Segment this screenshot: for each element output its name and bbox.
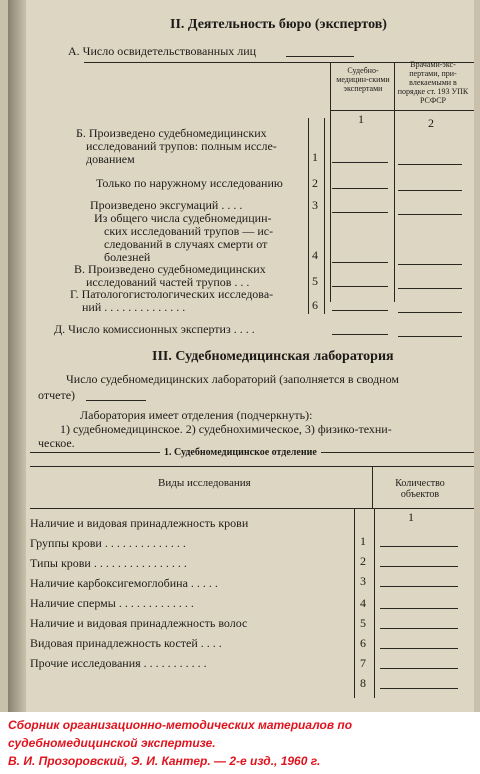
cell-3-2 <box>398 214 462 215</box>
disease-deaths-line-1: Из общего числа судебномедицин- <box>94 211 272 225</box>
departments-line-1: 1) судебномедицинское. 2) судебнохимическое, 3) физико-техни- <box>60 422 392 436</box>
cell-1-1 <box>332 162 388 163</box>
lab-count-blank <box>86 400 146 401</box>
row-num-6: 6 <box>312 298 318 312</box>
lab-cell-4 <box>380 608 458 609</box>
cell-3-1 <box>332 212 388 213</box>
lab-row-3-label: Типы крови . . . . . . . . . . . . . . . . <box>30 556 187 570</box>
disease-deaths-line-4: болезней <box>104 250 151 264</box>
lab-cell-6 <box>380 648 458 649</box>
lab-cell-3 <box>380 586 458 587</box>
lab-row-4-label: Наличие карбоксигемоглобина . . . . . <box>30 576 218 590</box>
cell-4-2 <box>398 264 462 265</box>
lab-row-num-4: 4 <box>360 596 366 610</box>
book-spine-shadow <box>8 0 26 712</box>
lab-row-num-8: 8 <box>360 676 366 690</box>
cell-2-2 <box>398 190 462 191</box>
departments-intro: Лаборатория имеет отделения (подчеркнуть): <box>80 408 313 422</box>
source-caption <box>0 712 480 774</box>
lab-count-line-2: отчете) <box>38 388 76 402</box>
row-num-3: 3 <box>312 198 318 212</box>
lab-row-num-3: 3 <box>360 574 366 588</box>
scanned-page <box>8 0 474 712</box>
item-g-line-1: Г. Патологогистологических исследова- <box>70 287 274 301</box>
cell-6-2 <box>398 312 462 313</box>
lab-row-num-1: 1 <box>360 534 366 548</box>
col-invited-experts-head: Врачами-экс-пертами, при-влекаемыми в порядке ст. 193 УПК РСФСР <box>397 60 469 105</box>
caption-line-1: Сборник организационно-методических материалов по <box>8 718 353 732</box>
caption-line-3: В. И. Прозоровский, Э. И. Кантер. — 2-е изд., 1960 г. <box>8 754 321 768</box>
outer-exam-label: Только по наружному исследованию <box>96 176 283 190</box>
item-v-line-2: исследований частей трупов . . . <box>86 275 250 289</box>
row-num-2: 2 <box>312 176 318 190</box>
lab-row-1-label: Наличие и видовая принадлежность крови <box>30 516 249 530</box>
col-study-types: Виды исследования <box>158 477 251 489</box>
cell-4-1 <box>332 262 388 263</box>
departments-line-2: ческое. <box>38 436 75 450</box>
row-num-5: 5 <box>312 274 318 288</box>
cell-5-2 <box>398 288 462 289</box>
row-num-1: 1 <box>312 150 318 164</box>
cell-1-2 <box>398 164 462 165</box>
section-2-title: II. Деятельность бюро (экспертов) <box>170 17 387 32</box>
item-b-line-3: дованием <box>86 152 135 166</box>
lab-row-num-5: 5 <box>360 616 366 630</box>
section-3-title: III. Судебномедицинская лаборатория <box>152 349 394 364</box>
col-object-count: Количество объектов <box>395 478 445 500</box>
item-b-line-1: Б. Произведено судебномедицинских <box>76 126 267 140</box>
lab-cell-8 <box>380 688 458 689</box>
head-bottom-rule <box>330 110 474 111</box>
lab-num-divider-1 <box>354 508 355 698</box>
disease-deaths-line-3: следований в случаях смерти от <box>104 237 268 251</box>
lab-row-5-label: Наличие спермы . . . . . . . . . . . . . <box>30 596 194 610</box>
row-number-divider <box>308 118 309 314</box>
row-number-divider-2 <box>324 118 325 314</box>
lab-row-6-label: Наличие и видовая принадлежность волос <box>30 616 248 630</box>
lab-col-divider <box>372 466 373 508</box>
col2-number: 2 <box>428 116 434 130</box>
lab-row-7-label: Видовая принадлежность костей . . . . <box>30 636 222 650</box>
item-d-cell-2 <box>398 336 462 337</box>
lab-cell-7 <box>380 668 458 669</box>
lab-table-head-rule <box>30 466 474 467</box>
lab-row-num-2: 2 <box>360 554 366 568</box>
lab-row-8-label: Прочие исследования . . . . . . . . . . . <box>30 656 207 670</box>
lab-row-2-label: Группы крови . . . . . . . . . . . . . . <box>30 536 186 550</box>
col-divider-1 <box>330 62 331 302</box>
item-b-line-2: исследований трупов: полным иссле- <box>86 139 277 153</box>
lab-cell-5 <box>380 628 458 629</box>
item-d-label: Д. Число комиссионных экспертиз . . . . <box>54 322 255 336</box>
item-a-label: А. Число освидетельствованных лиц <box>68 44 257 58</box>
col-divider-2 <box>394 62 395 302</box>
item-d-cell-1 <box>332 334 388 335</box>
lab-cell-2 <box>380 566 458 567</box>
item-a-blank <box>286 56 354 57</box>
col-object-count-number: 1 <box>408 510 414 524</box>
lab-cell-1 <box>380 546 458 547</box>
lab-num-divider-2 <box>374 508 375 698</box>
item-v-line-1: В. Произведено судебномедицинских <box>74 262 266 276</box>
cell-5-1 <box>332 286 388 287</box>
subsection-title: 1. Судебномедицинское отделение <box>160 446 321 460</box>
caption-line-2: судебномедицинской экспертизе. <box>8 736 216 750</box>
col1-number: 1 <box>358 112 364 126</box>
cell-2-1 <box>332 188 388 189</box>
exhumation-label: Произведено эксгумаций . . . . <box>90 198 243 212</box>
col-forensic-experts-head: Судебно-медицин-скими экспертами <box>336 66 390 93</box>
cell-6-1 <box>332 310 388 311</box>
item-g-line-2: ний . . . . . . . . . . . . . . <box>82 300 186 314</box>
disease-deaths-line-2: ских исследований трупов — ис- <box>104 224 274 238</box>
lab-table-head-bottom-rule <box>30 508 474 509</box>
lab-row-num-7: 7 <box>360 656 366 670</box>
row-num-4: 4 <box>312 248 318 262</box>
lab-row-num-6: 6 <box>360 636 366 650</box>
lab-count-line-1: Число судебномедицинских лабораторий (заполняется в сводном <box>66 372 399 386</box>
